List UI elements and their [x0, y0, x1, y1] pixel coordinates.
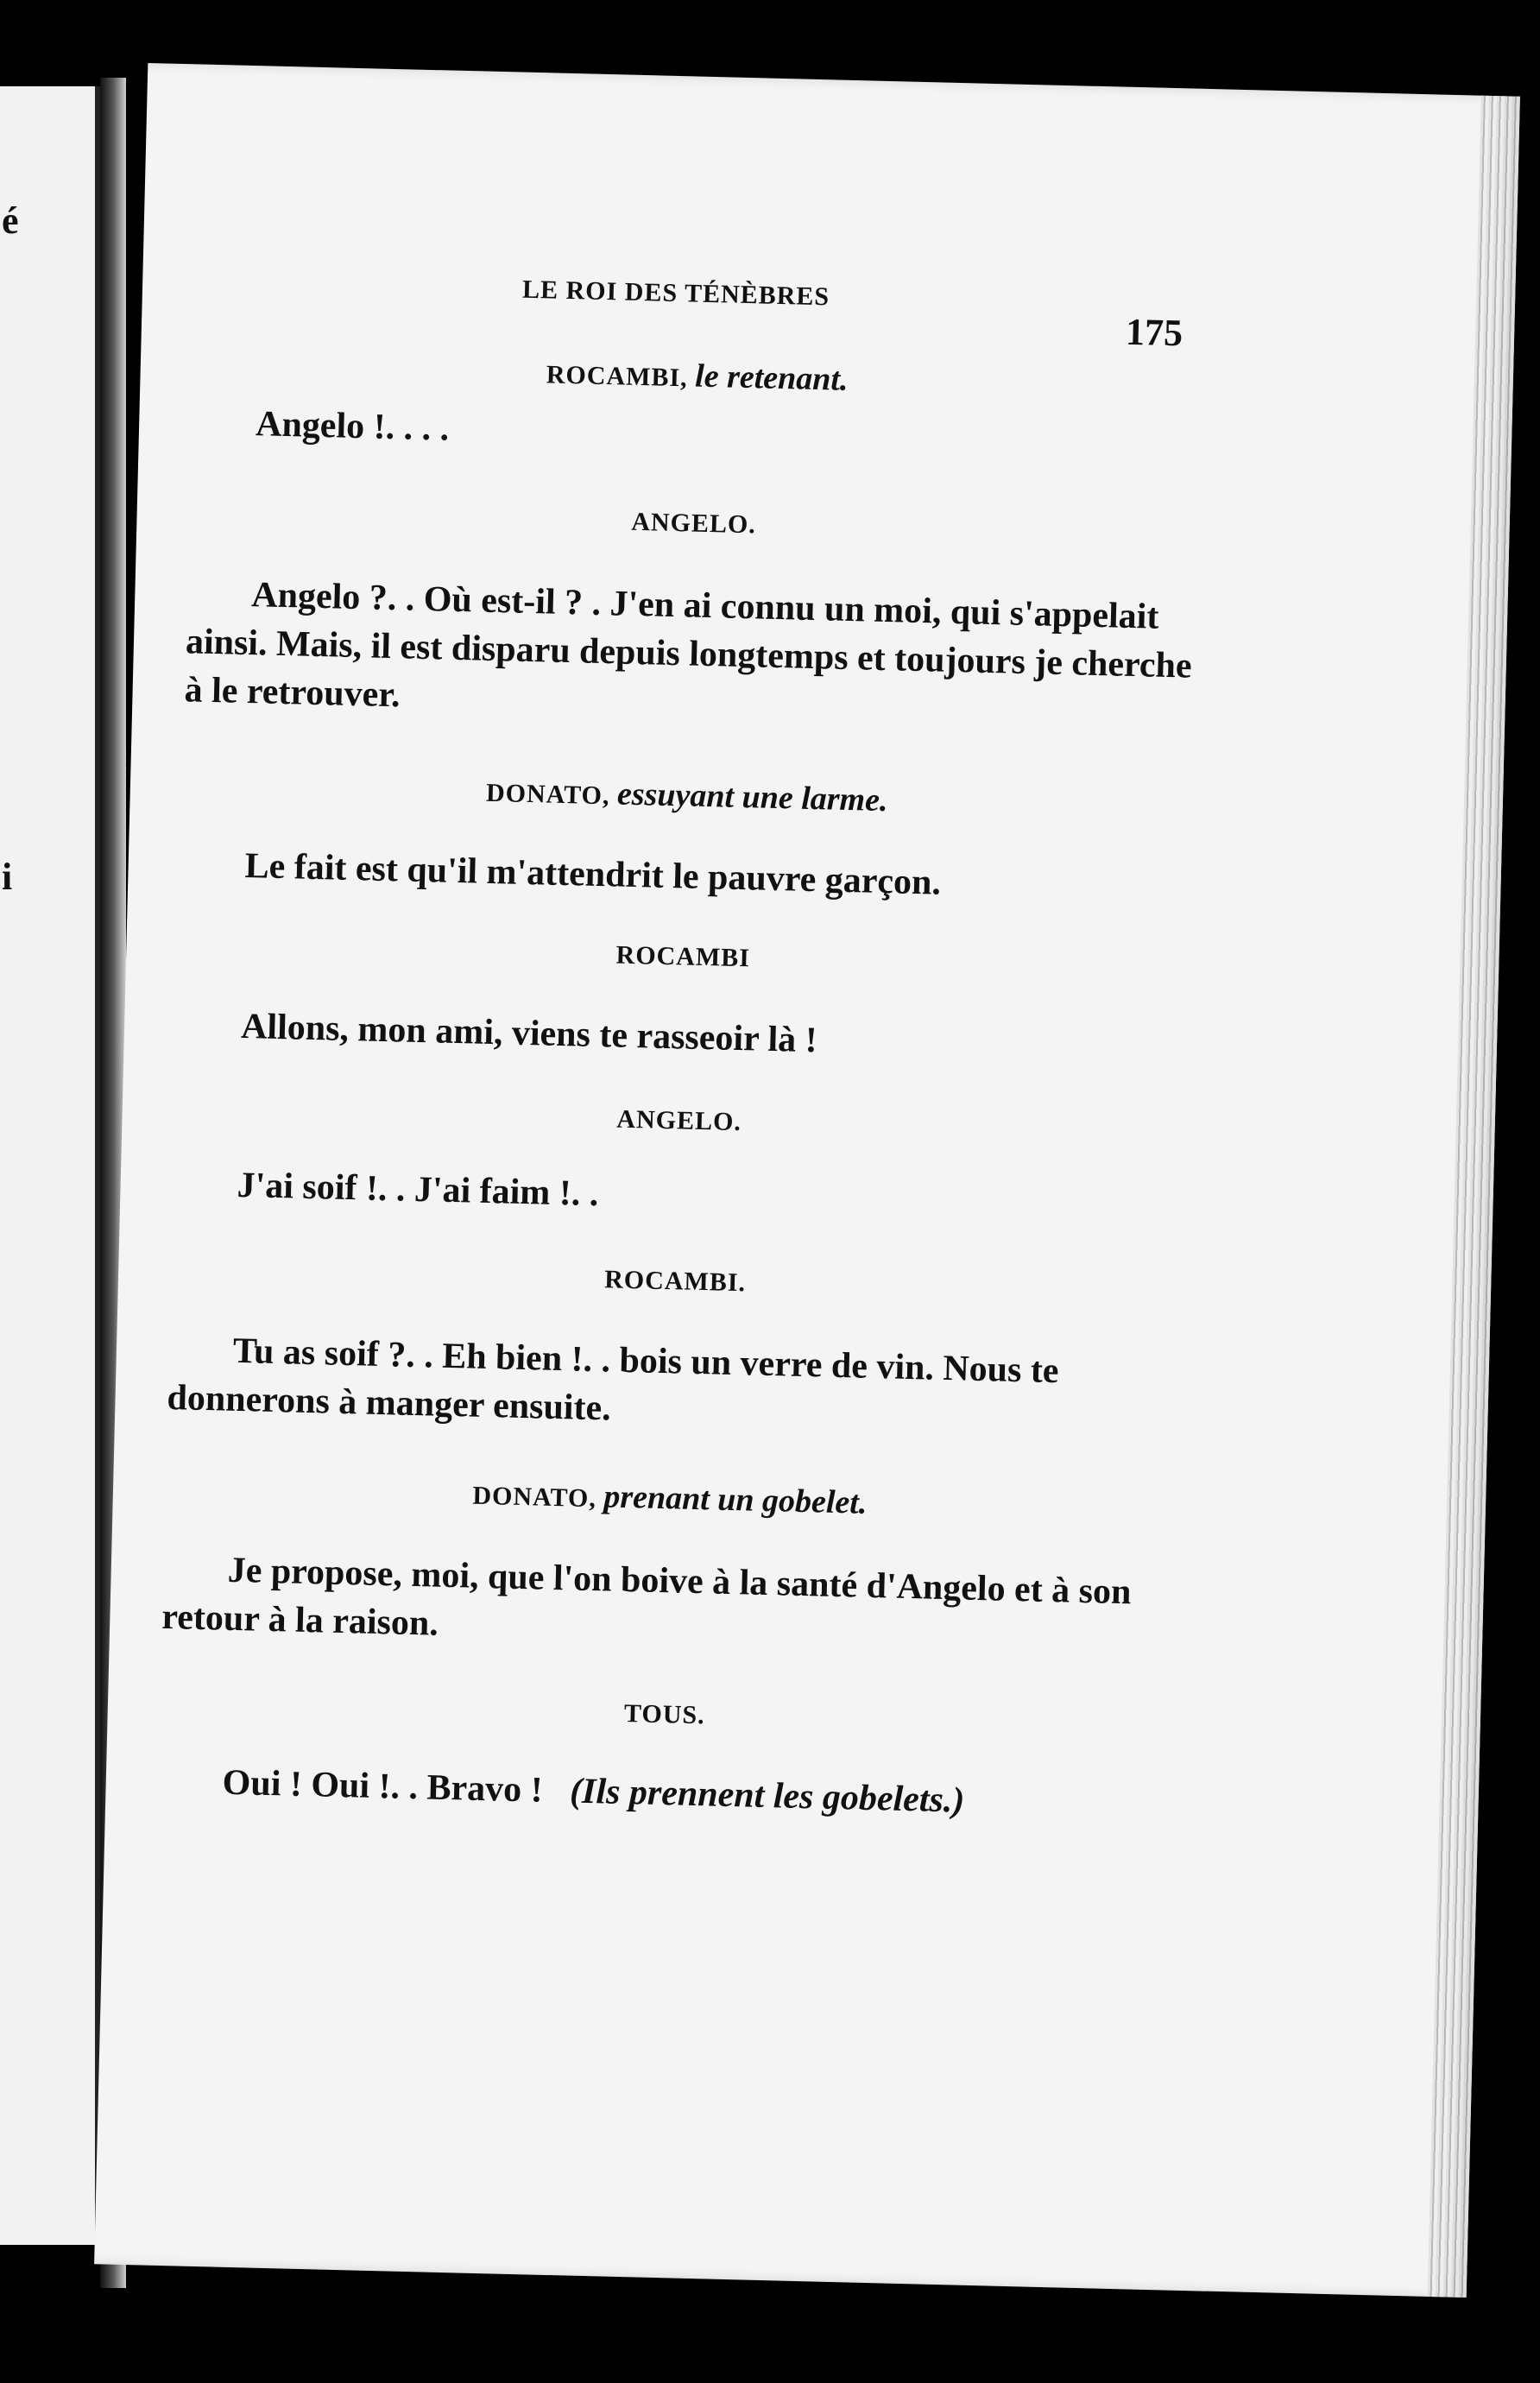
stage-direction: le retenant.: [694, 357, 849, 398]
book-page: [94, 63, 1520, 2298]
speaker-heading: [170, 1255, 1180, 1309]
speaker-name: ROCAMBI,: [546, 360, 689, 393]
previous-page-fragment: i: [2, 856, 13, 898]
dialogue-line: Angelo ?. . Où est-il ? . J'en ai connu un moi, qui s'appelait ainsi. Mais, il est disparu depuis longtemps et toujours je cherche à le retrouver.: [184, 575, 1193, 716]
stage-direction: prenant un gobelet.: [603, 1478, 868, 1521]
page-edge-shadow: [1428, 96, 1520, 2298]
dialogue-text: Oui ! Oui !. . Bravo !: [222, 1762, 544, 1811]
speaker-heading: [165, 1467, 1176, 1530]
speaker-heading: [188, 496, 1198, 551]
dialogue-line: Angelo !. . . .: [255, 404, 450, 449]
speaker-heading: [160, 1688, 1170, 1742]
dialogue-line: Je propose, moi, que l'on boive à la santé d'Angelo et à son retour à la raison.: [161, 1550, 1132, 1644]
speaker-name: ROCAMBI.: [603, 1265, 747, 1298]
speaker-heading: [178, 930, 1188, 984]
dialogue-line: J'ai soif !. . J'ai faim !. .: [237, 1165, 599, 1215]
dialogue-line: Allons, mon ami, viens te rasseoir là !: [240, 1006, 818, 1061]
speaker-heading: [192, 344, 1202, 408]
stage-direction: essuyant une larme.: [616, 775, 889, 819]
speaker-heading: [181, 764, 1192, 827]
speaker-name: TOUS.: [623, 1699, 706, 1730]
speaker-name: ROCAMBI: [615, 940, 751, 973]
speaker-name: ANGELO.: [630, 507, 757, 540]
running-head: LE ROI DES TÉNÈBRES: [521, 275, 830, 312]
dialogue-line: Tu as soif ?. . Eh bien !. . bois un verre de vin. Nous te donnerons à manger ensuite.: [167, 1331, 1060, 1429]
speaker-heading: [174, 1094, 1183, 1148]
dialogue-line: Le fait est qu'il m'attendrit le pauvre garçon.: [244, 845, 942, 903]
speaker-name: ANGELO.: [615, 1104, 742, 1137]
previous-page-edge: [0, 86, 100, 2245]
speaker-name: DONATO,: [472, 1481, 597, 1514]
previous-page-fragment: é: [2, 199, 19, 242]
play-text: [157, 344, 1202, 1830]
page-number: 175: [1125, 310, 1183, 355]
speaker-name: DONATO,: [485, 778, 610, 811]
stage-direction: (Ils prennent les gobelets.): [569, 1771, 965, 1821]
dialogue-line: [157, 1757, 1168, 1830]
